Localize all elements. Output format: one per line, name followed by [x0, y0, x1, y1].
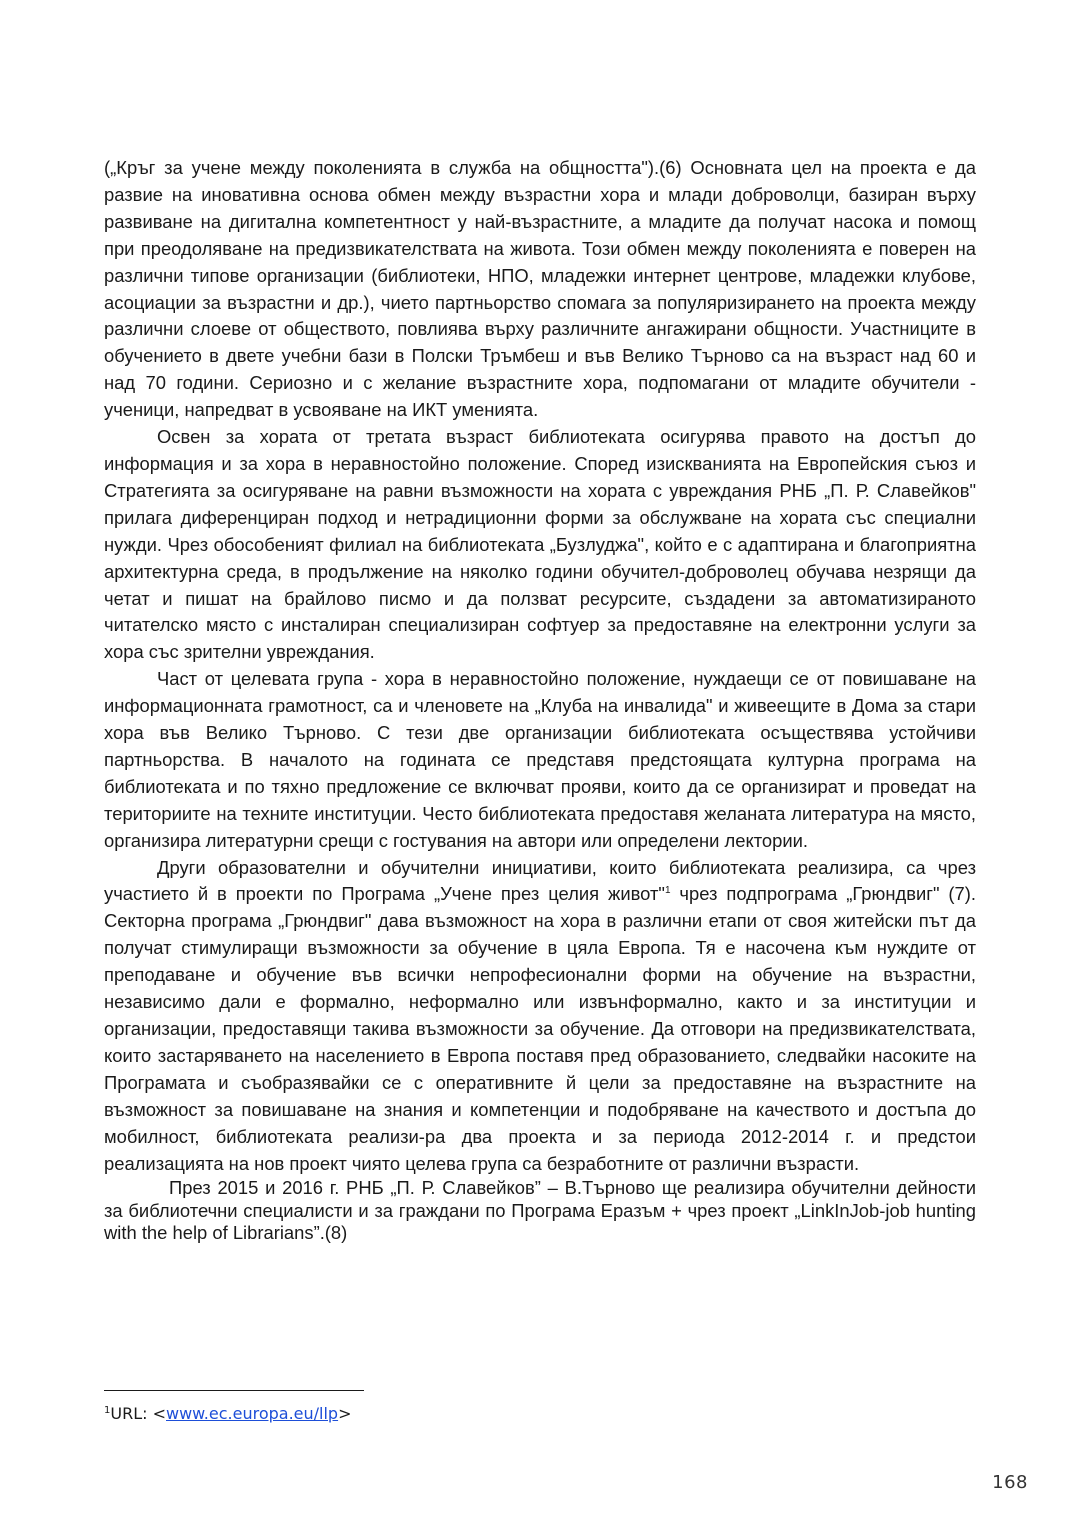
footnote-reference[interactable]: 1 [664, 885, 671, 897]
paragraph-4-text-a: Други образователни и обучителни инициативи, които библиотеката реализира, са чрез участието й в проекти по Програма „Учене през целия живот" [104, 856, 976, 905]
paragraph-3: Част от целевата група - хора в неравностойно положение, нуждаещи се от повишаване на информационната грамотност, са и членовете на „Клуба на инвалида" и живеещите в Дома за стари хора във Велико Търново. С тези две организации библиотеката осъществява устойчиви партньорства. В началото на годината се представя предстоящата културна програма на библиотеката и по тяхно предложение се включват прояви, които да се организират и проведат на териториите на техните институции. Често библиотеката предоставя желаната литература на място, организира литературни срещи с гостувания на автори или определени лектории. [104, 668, 976, 851]
paragraph-5: През 2015 и 2016 г. РНБ „П. Р. Славейков” – В.Търново ще реализира обучителни дейности за библиотечни специалисти и за граждани по Програма Еразъм + чрез проект „LinkInJob-job hunting with the help of Librarians”.(8) [104, 1177, 976, 1244]
footnote-link[interactable]: www.ec.europa.eu/llp [166, 1404, 339, 1423]
footnote [104, 1403, 351, 1425]
page-number: 168 [992, 1472, 1028, 1493]
body-text [104, 155, 976, 1245]
paragraph-1: („Кръг за учене между поколенията в служба на общността").(6) Основната цел на проекта е да развие на иновативна основа обмен между възрастни хора и млади доброволци, базиран върху развиване на дигитална компетентност у най-възрастните, а младите да получат насока и помощ при преодоляване на предизвикателствата на живота. Този обмен между поколенията е поверен на различни типове организации (библиотеки, НПО, младежки интернет центрове, младежки клубове, асоциации за възрастни и др.), чието партньорство спомага за популяризирането на проекта между различни слоеве от обществото, повлиява върху различните ангажирани общности. Участниците в обучението в двете учебни бази в Полски Тръмбеш и във Велико Търново са на възраст над 60 и над 70 години. Сериозно и с желание възрастните хора, подпомагани от младите обучители - ученици, напредват в усвояване на ИКТ уменията. [104, 157, 976, 421]
footnote-number: 1 [104, 1405, 111, 1416]
footnote-prefix: URL: < [110, 1404, 166, 1423]
footnote-separator [104, 1390, 364, 1391]
paragraph-4 [104, 855, 976, 1178]
paragraph-4-text-b: чрез подпрограма „Грюндвиг" (7). Секторна програма „Грюндвиг" дава възможност на хора в различни етапи от своя житейски път да получат стимулиращи възможности за обучение в цяла Европа. Тя е насочена към нуждите от преподаване и обучение във всички непрофесионални форми на обучение на възрастни, независимо дали е формално, неформално или извънформално, както и за институции и организации, предоставящи такива възможности за обучение. Да отговори на предизвикателствата, които застаряването на населението в Европа поставя пред образованието, следвайки насоките на Програмата и съобразявайки се с оперативните й цели за предоставяне на възрастните на възможност за повишаване на знания и компетенции и подобряване на качеството и достъпа до мобилност, библиотеката реализи-ра два проекта и за периода 2012-2014 г. и предстои реализацията на нов проект чиято целева група са безработните от различни възрасти. [104, 883, 976, 1174]
footnote-suffix: > [338, 1404, 352, 1423]
paragraph-2: Освен за хората от третата възраст библиотеката осигурява правото на достъп до информация и за хора в неравностойно положение. Според изискванията на Европейския съюз и Стратегията за осигуряване на равни възможности на хората с увреждания РНБ „П. Р. Славейков" прилага диференциран подход и нетрадиционни форми за обслужване на хората със специални нужди. Чрез обособеният филиал на библиотеката „Бузлуджа", който е с адаптирана и благоприятна архитектурна среда, в продължение на няколко години обучител-доброволец обучава незрящи да четат и пишат на брайлово писмо и да ползват ресурсите, създадени за автоматизираното читателско място с инсталиран специализиран софтуер за предоставяне на електронни услуги за хора със зрителни увреждания. [104, 426, 976, 663]
